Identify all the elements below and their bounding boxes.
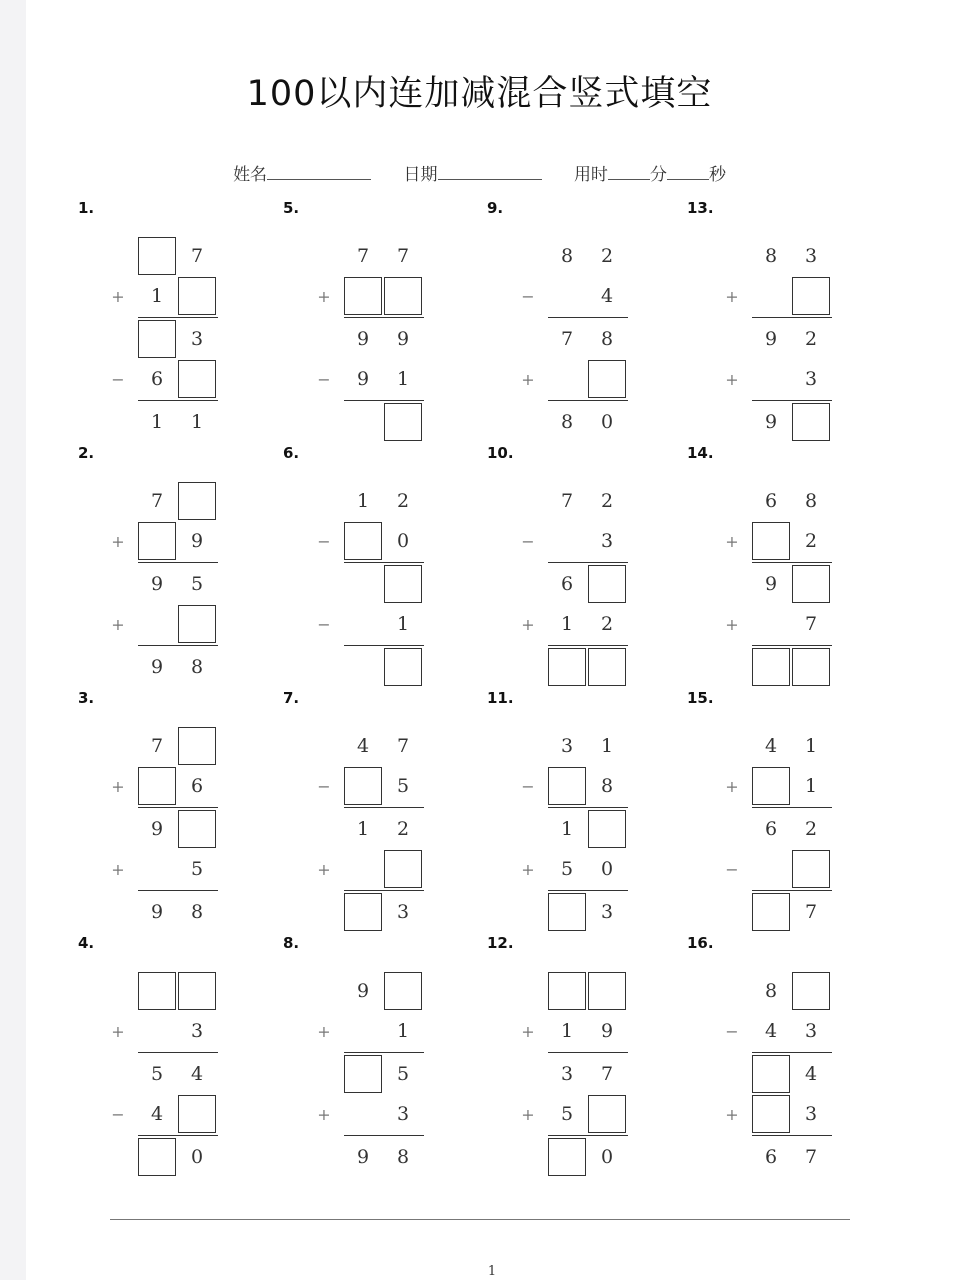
digit: 2: [804, 328, 818, 350]
digit: 5: [396, 775, 410, 797]
digit: 7: [190, 245, 204, 267]
digit: [344, 1012, 382, 1050]
operator-sign: +: [521, 1104, 535, 1124]
operator-sign: +: [725, 614, 739, 634]
digit: 3: [804, 1103, 818, 1125]
digit: [752, 605, 790, 643]
answer-box[interactable]: [178, 1095, 216, 1133]
digit: 7: [804, 1146, 818, 1168]
digit: 2: [600, 245, 614, 267]
digit: 3: [190, 328, 204, 350]
answer-box[interactable]: [792, 565, 830, 603]
digit: 0: [600, 411, 614, 433]
problem-number: 13.: [687, 199, 714, 217]
digit: 7: [396, 735, 410, 757]
sum-line: [548, 807, 628, 808]
digit: 6: [764, 490, 778, 512]
digit: 3: [560, 735, 574, 757]
problem-number: 6.: [283, 444, 300, 462]
operator-sign: +: [111, 859, 125, 879]
time-label: 用时: [573, 165, 608, 185]
answer-box[interactable]: [178, 360, 216, 398]
digit: [752, 360, 790, 398]
digit: [138, 850, 176, 888]
sum-line: [344, 890, 424, 891]
digit: 9: [356, 980, 370, 1002]
digit: 9: [356, 368, 370, 390]
digit: 6: [764, 1146, 778, 1168]
digit: 2: [600, 490, 614, 512]
sum-line: [138, 807, 218, 808]
answer-box[interactable]: [178, 277, 216, 315]
digit: 8: [560, 245, 574, 267]
answer-box[interactable]: [752, 648, 790, 686]
digit: 8: [804, 490, 818, 512]
date-label: 日期: [403, 165, 438, 185]
answer-box[interactable]: [588, 565, 626, 603]
sum-line: [344, 1052, 424, 1053]
problem-number: 3.: [78, 689, 95, 707]
digit: 9: [764, 411, 778, 433]
digit: 9: [356, 1146, 370, 1168]
answer-box[interactable]: [384, 403, 422, 441]
digit: [752, 850, 790, 888]
problem-number: 4.: [78, 934, 95, 952]
problem-number: 12.: [487, 934, 514, 952]
digit: 7: [804, 901, 818, 923]
sum-line: [548, 1052, 628, 1053]
digit: 1: [396, 613, 410, 635]
answer-box[interactable]: [178, 482, 216, 520]
digit: 5: [150, 1063, 164, 1085]
sum-line: [138, 1052, 218, 1053]
problem-number: 11.: [487, 689, 514, 707]
operator-sign: −: [111, 369, 125, 389]
digit: 3: [396, 1103, 410, 1125]
worksheet-title: 100以内连加减混合竖式填空: [246, 74, 713, 114]
answer-box[interactable]: [178, 810, 216, 848]
answer-box[interactable]: [588, 972, 626, 1010]
digit: 7: [560, 490, 574, 512]
answer-box[interactable]: [588, 648, 626, 686]
sum-line: [548, 1135, 628, 1136]
operator-sign: −: [725, 1021, 739, 1041]
answer-box[interactable]: [548, 767, 586, 805]
operator-sign: +: [317, 1021, 331, 1041]
digit: 9: [396, 328, 410, 350]
digit: 1: [804, 775, 818, 797]
digit: 7: [600, 1063, 614, 1085]
problem-number: 2.: [78, 444, 95, 462]
digit: 4: [356, 735, 370, 757]
digit: 9: [150, 573, 164, 595]
sum-line: [344, 807, 424, 808]
digit: 2: [396, 818, 410, 840]
sum-line: [344, 317, 424, 318]
answer-box[interactable]: [588, 1095, 626, 1133]
answer-box[interactable]: [178, 972, 216, 1010]
digit: 9: [150, 818, 164, 840]
digit: 9: [356, 328, 370, 350]
minutes-label: 分: [649, 165, 667, 185]
operator-sign: +: [725, 286, 739, 306]
digit: 8: [560, 411, 574, 433]
digit: 8: [396, 1146, 410, 1168]
answer-box[interactable]: [588, 360, 626, 398]
digit: 1: [190, 411, 204, 433]
digit: [548, 277, 586, 315]
digit: [344, 648, 382, 686]
answer-box[interactable]: [384, 972, 422, 1010]
sum-line: [344, 562, 424, 563]
answer-box[interactable]: [138, 320, 176, 358]
minutes-field[interactable]: [608, 178, 650, 180]
digit: 3: [560, 1063, 574, 1085]
sum-line: [344, 1135, 424, 1136]
sum-line: [138, 890, 218, 891]
operator-sign: +: [111, 531, 125, 551]
problem-number: 15.: [687, 689, 714, 707]
digit: 3: [600, 530, 614, 552]
digit: 3: [804, 245, 818, 267]
digit: 7: [396, 245, 410, 267]
sum-line: [138, 317, 218, 318]
digit: 8: [764, 980, 778, 1002]
digit: 7: [804, 613, 818, 635]
digit: 1: [356, 490, 370, 512]
operator-sign: −: [725, 859, 739, 879]
digit: 2: [396, 490, 410, 512]
sum-line: [344, 400, 424, 401]
date-field[interactable]: [438, 178, 542, 180]
digit: [548, 522, 586, 560]
answer-box[interactable]: [548, 972, 586, 1010]
answer-box[interactable]: [138, 767, 176, 805]
digit: 6: [150, 368, 164, 390]
operator-sign: −: [317, 531, 331, 551]
answer-box[interactable]: [178, 605, 216, 643]
problem-number: 1.: [78, 199, 95, 217]
digit: 4: [190, 1063, 204, 1085]
problem-number: 16.: [687, 934, 714, 952]
operator-sign: −: [521, 776, 535, 796]
problem-number: 8.: [283, 934, 300, 952]
answer-box[interactable]: [752, 1055, 790, 1093]
sum-line: [138, 1135, 218, 1136]
digit: 7: [560, 328, 574, 350]
digit: 8: [764, 245, 778, 267]
problem-number: 10.: [487, 444, 514, 462]
digit: 0: [600, 858, 614, 880]
operator-sign: +: [521, 369, 535, 389]
digit: 5: [560, 858, 574, 880]
answer-box[interactable]: [138, 237, 176, 275]
sum-line: [752, 890, 832, 891]
student-info-line: [0, 160, 959, 185]
digit: [548, 360, 586, 398]
seconds-field[interactable]: [667, 178, 709, 180]
answer-box[interactable]: [548, 893, 586, 931]
digit: [752, 277, 790, 315]
digit: [344, 565, 382, 603]
answer-box[interactable]: [752, 767, 790, 805]
sum-line: [138, 562, 218, 563]
operator-sign: +: [521, 1021, 535, 1041]
digit: 3: [804, 368, 818, 390]
digit: 2: [600, 613, 614, 635]
digit: 3: [600, 901, 614, 923]
digit: 6: [190, 775, 204, 797]
answer-box[interactable]: [792, 403, 830, 441]
operator-sign: +: [521, 859, 535, 879]
digit: 5: [190, 858, 204, 880]
digit: 1: [600, 735, 614, 757]
answer-box[interactable]: [588, 810, 626, 848]
operator-sign: +: [111, 286, 125, 306]
digit: 0: [396, 530, 410, 552]
digit: 1: [396, 368, 410, 390]
sum-line: [752, 807, 832, 808]
operator-sign: −: [317, 776, 331, 796]
sum-line: [344, 645, 424, 646]
answer-box[interactable]: [548, 1138, 586, 1176]
digit: 0: [600, 1146, 614, 1168]
answer-box[interactable]: [752, 893, 790, 931]
digit: 7: [150, 735, 164, 757]
answer-box[interactable]: [384, 277, 422, 315]
operator-sign: −: [317, 614, 331, 634]
answer-box[interactable]: [344, 277, 382, 315]
digit: 6: [764, 818, 778, 840]
sum-line: [548, 562, 628, 563]
digit: 4: [150, 1103, 164, 1125]
name-label: 姓名: [233, 165, 268, 185]
digit: 4: [764, 735, 778, 757]
digit: 4: [764, 1020, 778, 1042]
operator-sign: +: [725, 776, 739, 796]
operator-sign: −: [521, 531, 535, 551]
digit: 2: [804, 818, 818, 840]
answer-box[interactable]: [792, 972, 830, 1010]
operator-sign: +: [111, 1021, 125, 1041]
digit: 1: [560, 818, 574, 840]
answer-box[interactable]: [384, 565, 422, 603]
sum-line: [752, 400, 832, 401]
digit: [344, 605, 382, 643]
digit: 4: [600, 285, 614, 307]
digit: 3: [804, 1020, 818, 1042]
answer-box[interactable]: [752, 522, 790, 560]
digit: [344, 403, 382, 441]
sum-line: [548, 645, 628, 646]
digit: 4: [804, 1063, 818, 1085]
operator-sign: +: [111, 614, 125, 634]
operator-sign: +: [725, 1104, 739, 1124]
digit: 6: [560, 573, 574, 595]
sum-line: [752, 645, 832, 646]
answer-box[interactable]: [384, 648, 422, 686]
answer-box[interactable]: [138, 1138, 176, 1176]
digit: 1: [560, 613, 574, 635]
digit: 1: [150, 285, 164, 307]
digit: 8: [600, 775, 614, 797]
digit: 8: [600, 328, 614, 350]
answer-box[interactable]: [344, 1055, 382, 1093]
digit: 3: [396, 901, 410, 923]
digit: 3: [190, 1020, 204, 1042]
problem-number: 7.: [283, 689, 300, 707]
digit: 9: [150, 901, 164, 923]
answer-box[interactable]: [138, 972, 176, 1010]
sum-line: [752, 317, 832, 318]
digit: 7: [150, 490, 164, 512]
digit: 7: [356, 245, 370, 267]
sum-line: [752, 1052, 832, 1053]
answer-box[interactable]: [178, 727, 216, 765]
answer-box[interactable]: [344, 893, 382, 931]
operator-sign: +: [111, 776, 125, 796]
page-number: 1: [487, 1264, 497, 1279]
digit: 9: [764, 573, 778, 595]
digit: 1: [396, 1020, 410, 1042]
answer-box[interactable]: [792, 850, 830, 888]
operator-sign: +: [317, 1104, 331, 1124]
answer-box[interactable]: [344, 767, 382, 805]
digit: 9: [600, 1020, 614, 1042]
digit: 8: [190, 656, 204, 678]
operator-sign: +: [521, 614, 535, 634]
sum-line: [138, 400, 218, 401]
digit: 1: [356, 818, 370, 840]
digit: 1: [804, 735, 818, 757]
answer-box[interactable]: [344, 522, 382, 560]
operator-sign: +: [317, 286, 331, 306]
digit: 9: [764, 328, 778, 350]
sum-line: [138, 645, 218, 646]
operator-sign: +: [725, 531, 739, 551]
digit: 2: [804, 530, 818, 552]
digit: [344, 850, 382, 888]
operator-sign: −: [317, 369, 331, 389]
digit: 9: [190, 530, 204, 552]
seconds-label: 秒: [708, 165, 726, 185]
digit: 1: [150, 411, 164, 433]
digit: 0: [190, 1146, 204, 1168]
digit: 8: [190, 901, 204, 923]
sum-line: [752, 562, 832, 563]
problem-number: 5.: [283, 199, 300, 217]
footer-divider: [110, 1219, 850, 1220]
digit: 5: [190, 573, 204, 595]
operator-sign: −: [111, 1104, 125, 1124]
sum-line: [548, 400, 628, 401]
digit: 5: [396, 1063, 410, 1085]
digit: 5: [560, 1103, 574, 1125]
operator-sign: +: [725, 369, 739, 389]
digit: [344, 1095, 382, 1133]
answer-box[interactable]: [384, 850, 422, 888]
sum-line: [548, 890, 628, 891]
problem-number: 14.: [687, 444, 714, 462]
answer-box[interactable]: [138, 522, 176, 560]
operator-sign: −: [521, 286, 535, 306]
digit: [138, 1012, 176, 1050]
operator-sign: +: [317, 859, 331, 879]
digit: [138, 605, 176, 643]
answer-box[interactable]: [752, 1095, 790, 1133]
answer-box[interactable]: [792, 648, 830, 686]
name-field[interactable]: [267, 178, 371, 180]
digit: 9: [150, 656, 164, 678]
answer-box[interactable]: [792, 277, 830, 315]
answer-box[interactable]: [548, 648, 586, 686]
digit: 1: [560, 1020, 574, 1042]
sum-line: [548, 317, 628, 318]
sum-line: [752, 1135, 832, 1136]
problem-number: 9.: [487, 199, 504, 217]
